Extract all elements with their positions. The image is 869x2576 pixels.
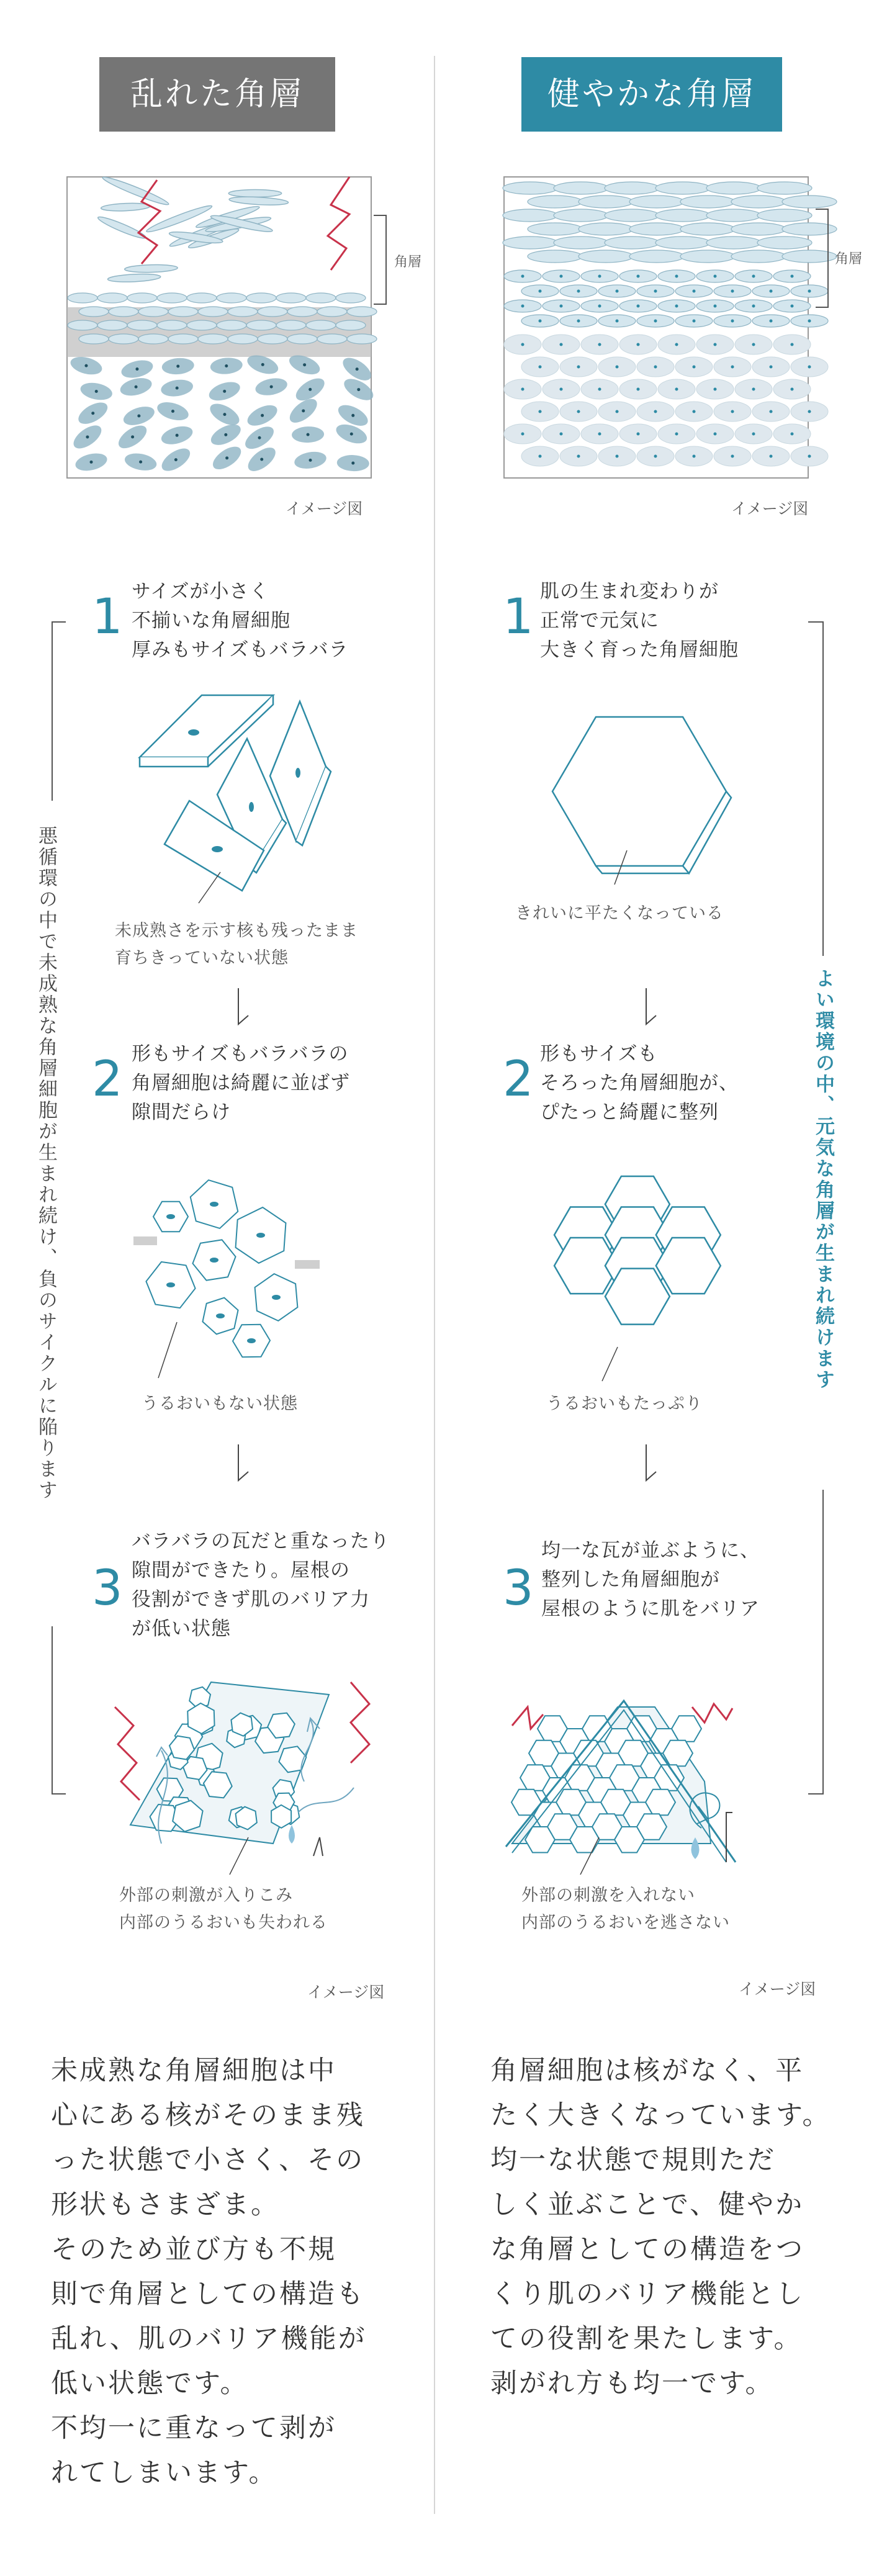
- step-3-text: バラバラの瓦だと重なったり 隙間ができたり。屋根の 役割ができず肌のバリア力 が低い状態: [132, 1530, 390, 1640]
- layer-label: 角層: [394, 254, 422, 270]
- right-title: 健やかな角層: [521, 57, 782, 132]
- broken-roof-illustration: [106, 1670, 391, 1875]
- right-description: 角層細胞は核がなく、平 たく大きくなっています。 均一な状態で規則ただ しく並ぶことで、健やか な角層としての構造をつ くり肌のバリア機能とし ての役割を果たします。 剥がれ方も均一です。: [490, 2055, 831, 2399]
- step-2-text: 形もサイズも そろった角層細胞が、 ぴたっと綺麗に整列: [540, 1043, 739, 1124]
- step-3-note: 外部の刺激を入れない 内部のうるおいを逃さない: [521, 1886, 730, 1932]
- step-number: 3: [503, 1560, 534, 1616]
- down-arrow: [235, 987, 250, 1030]
- scattered-diamond-cells: [133, 689, 357, 894]
- step-number: 1: [503, 589, 534, 645]
- right-vertical-text: よい環境の中、元気な角層が生まれ続けます: [812, 968, 834, 1390]
- step-3-text: 均一な瓦が並ぶように、 整列した角層細胞が 屋根のように肌をバリア: [541, 1539, 760, 1620]
- left-cycle-bracket: [50, 621, 68, 1800]
- layer-bracket: [372, 214, 391, 307]
- image-caption: イメージ図: [286, 500, 363, 518]
- step-2-note: うるおいもない状態: [142, 1394, 298, 1413]
- step-1-text: サイズが小さく 不揃いな角層細胞 厚みもサイズもバラバラ: [132, 580, 349, 661]
- step-1-note: 未成熟さを示す核も残ったまま 育ちきっていない状態: [115, 921, 358, 968]
- healthy-layer-illustration: [504, 177, 814, 481]
- bottom-caption: イメージ図: [307, 1983, 385, 2001]
- step-number: 1: [92, 589, 123, 645]
- disordered-layer-illustration: [67, 177, 377, 481]
- right-cycle-bracket: [807, 621, 832, 1800]
- intact-roof-illustration: [493, 1670, 785, 1875]
- left-title: 乱れた角層: [99, 57, 335, 132]
- left-description: 未成熟な角層細胞は中 心にある核がそのまま残 った状態で小さく、その 形状もさまざま。 そのため並び方も不規 則で角層としての構造も 乱れ、肌のバリア機能が 低い状態です。 不均一に重なって剥が れてしまいます。: [51, 2055, 367, 2488]
- right-column: [434, 0, 869, 2576]
- left-vertical-text: 悪循環の中で未成熟な角層細胞が生まれ続け、負のサイクルに陥ります: [35, 826, 57, 1501]
- step-3-note: 外部の刺激が入りこみ 内部のうるおいも失われる: [119, 1886, 328, 1932]
- aligned-hexagon-cells: [543, 1167, 767, 1390]
- step-number: 3: [92, 1560, 123, 1616]
- step-1-text: 肌の生まれ変わりが 正常で元気に 大きく育った角層細胞: [540, 580, 739, 661]
- step-2-note: うるおいもたっぷり: [546, 1394, 703, 1413]
- step-2-text: 形もサイズもバラバラの 角層細胞は綺麗に並ばず 隙間だらけ: [132, 1043, 350, 1124]
- down-arrow: [235, 1443, 250, 1487]
- step-number: 2: [92, 1052, 123, 1107]
- irregular-hexagon-cells: [133, 1167, 369, 1390]
- layer-bracket: [814, 208, 833, 310]
- image-caption: イメージ図: [731, 500, 809, 518]
- step-number: 2: [503, 1052, 534, 1107]
- step-1-note: きれいに平たくなっている: [515, 904, 724, 923]
- flat-hexagon-cell: [546, 711, 745, 891]
- down-arrow: [642, 987, 657, 1030]
- left-column: [0, 0, 434, 2576]
- bottom-caption: イメージ図: [739, 1980, 816, 1998]
- layer-label: 角層: [835, 251, 863, 267]
- down-arrow: [642, 1443, 657, 1487]
